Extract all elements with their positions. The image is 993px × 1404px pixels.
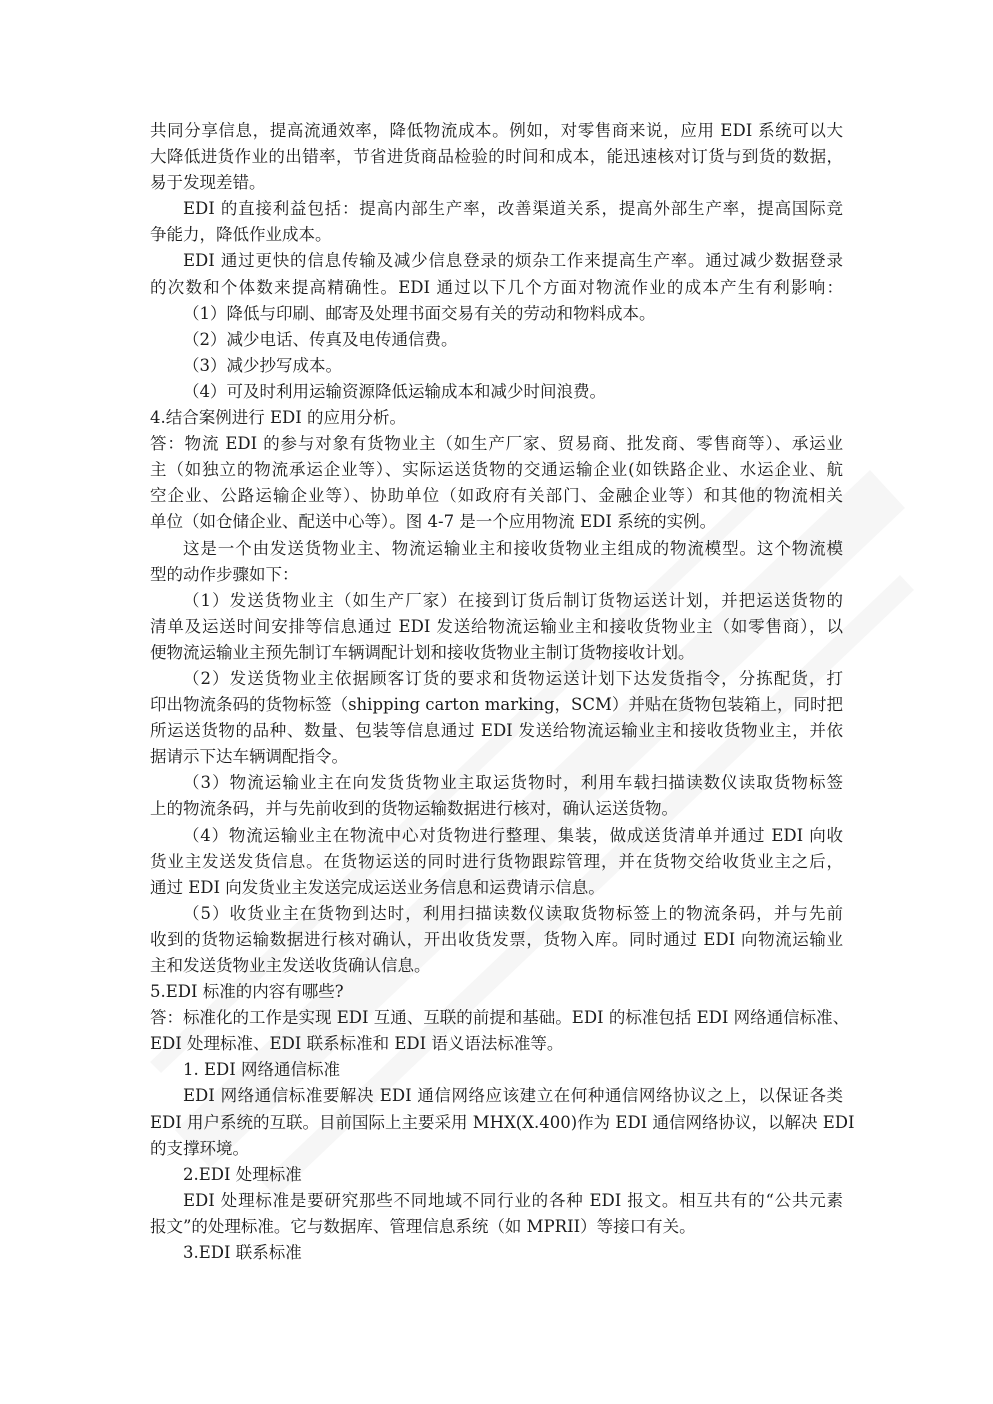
text-line: EDI 网络通信标准要解决 EDI 通信网络应该建立在何种通信网络协议之上，以保证各类 [183, 1086, 843, 1106]
list-item: （2）减少电话、传真及电传通信费。 [183, 329, 458, 349]
text-line: 答：标准化的工作是实现 EDI 互通、互联的前提和基础。EDI 的标准包括 EDI 网络通信标准、 [150, 1008, 850, 1028]
text-line: 货业主发送发货信息。在货物运送的同时进行货物跟踪管理，并在货物交给收货业主之后， [150, 851, 843, 871]
paragraph-standard-2 [150, 1188, 843, 1240]
text-line: EDI 处理标准、EDI 联系标准和 EDI 语义语法标准等。 [150, 1034, 564, 1054]
paragraph-q4-answer [150, 431, 843, 535]
paragraph-intro [150, 118, 843, 196]
text-line: 主（如独立的物流承运企业等）、实际运送货物的交通运输企业(如铁路企业、水运企业、航 [150, 460, 843, 480]
paragraph-q4-model [150, 536, 843, 588]
paragraph-q4-step-5 [150, 901, 843, 979]
text-line: 印出物流条码的货物标签（shipping carton marking，SCM）并贴在货物包装箱上，同时把 [150, 695, 843, 715]
text-line: 所运送货物的品种、数量、包装等信息通过 EDI 发送给物流运输业主和接收货物业主，并依 [150, 721, 843, 741]
document-page [150, 118, 855, 1266]
paragraph-q4-step-4 [150, 823, 843, 901]
text-line: EDI 用户系统的互联。目前国际上主要采用 MHX(X.400)作为 EDI 通信网络协议，以解决 EDI [150, 1112, 855, 1132]
question-5-heading: 5.EDI 标准的内容有哪些? [150, 982, 344, 1002]
paragraph-q4-step-3 [150, 770, 843, 822]
list-item: （4）可及时利用运输资源降低运输成本和减少时间浪费。 [183, 381, 606, 401]
paragraph-direct-benefits [150, 196, 843, 248]
text-line: 的支撑环境。 [150, 1138, 249, 1158]
list-cost-items [150, 301, 843, 405]
text-line: （2）发送货物业主依据顾客订货的要求和货物运送计划下达发货指令，分拣配货，打 [183, 668, 843, 688]
text-line: 大降低进货作业的出错率，节省进货商品检验的时间和成本，能迅速核对订货与到货的数据， [150, 147, 843, 167]
list-item: （3）减少抄写成本。 [183, 355, 342, 375]
text-line: 清单及运送时间安排等信息通过 EDI 发送给物流运输业主和接收货物业主（如零售商），以 [150, 616, 843, 636]
text-line: EDI 处理标准是要研究那些不同地域不同行业的各种 EDI 报文。相互共有的“公共元素 [183, 1190, 843, 1210]
text-line: 报文”的处理标准。它与数据库、管理信息系统（如 MPRII）等接口有关。 [150, 1216, 696, 1236]
text-line: 答：物流 EDI 的参与对象有货物业主（如生产厂家、贸易商、批发商、零售商等）、承运业 [150, 434, 843, 454]
text-line: 据请示下达车辆调配指令。 [150, 747, 348, 767]
text-line: 单位（如仓储企业、配送中心等）。图 4-7 是一个应用物流 EDI 系统的实例。 [150, 512, 717, 532]
paragraph-standard-1 [150, 1083, 855, 1161]
text-line: EDI 的直接利益包括：提高内部生产率，改善渠道关系，提高外部生产率，提高国际竞 [183, 199, 843, 219]
question-4-heading: 4.结合案例进行 EDI 的应用分析。 [150, 408, 407, 428]
standard-3-heading: 3.EDI 联系标准 [183, 1243, 302, 1263]
text-line: 上的物流条码，并与先前收到的货物运输数据进行核对，确认运送货物。 [150, 799, 678, 819]
text-line: 便物流运输业主预先制订车辆调配计划和接收货物业主制订货物接收计划。 [150, 642, 695, 662]
paragraph-q4-step-1 [150, 588, 843, 666]
text-line: 这是一个由发送货物业主、物流运输业主和接收货物业主组成的物流模型。这个物流模 [183, 538, 843, 558]
text-line: 主和发送货物业主发送收货确认信息。 [150, 956, 431, 975]
text-line: 易于发现差错。 [150, 173, 266, 193]
text-line: 共同分享信息，提高流通效率，降低物流成本。例如，对零售商来说，应用 EDI 系统可以大 [150, 121, 843, 140]
text-line: EDI 通过更快的信息传输及减少信息登录的烦杂工作来提高生产率。通过减少数据登录 [183, 251, 843, 271]
standard-1-heading: 1. EDI 网络通信标准 [183, 1060, 341, 1080]
text-line: （3）物流运输业主在向发货货物业主取运货物时，利用车载扫描读数仪读取货物标签 [183, 773, 843, 793]
text-line: （5）收货业主在货物到达时，利用扫描读数仪读取货物标签上的物流条码，并与先前 [183, 903, 843, 923]
text-line: 争能力，降低作业成本。 [150, 225, 332, 245]
paragraph-q4-step-2 [150, 666, 843, 770]
text-line: （1）发送货物业主（如生产厂家）在接到订货后制订货物运送计划，并把运送货物的 [183, 590, 843, 610]
text-line: 的次数和个体数来提高精确性。EDI 通过以下几个方面对物流作业的成本产生有利影响： [150, 277, 843, 297]
list-item: （1）降低与印刷、邮寄及处理书面交易有关的劳动和物料成本。 [183, 303, 656, 323]
paragraph-productivity [150, 248, 843, 300]
text-line: 收到的货物运输数据进行核对确认，开出收货发票，货物入库。同时通过 EDI 向物流运输业 [150, 929, 843, 949]
text-line: 空企业、公路运输企业等）、协助单位（如政府有关部门、金融企业等）和其他的物流相关 [150, 486, 843, 506]
text-line: 型的动作步骤如下： [150, 564, 299, 584]
standard-2-heading: 2.EDI 处理标准 [183, 1164, 302, 1184]
text-line: 通过 EDI 向发货业主发送完成运送业务信息和运费请示信息。 [150, 877, 605, 897]
text-line: （4）物流运输业主在物流中心对货物进行整理、集装，做成送货清单并通过 EDI 向收 [183, 825, 843, 845]
paragraph-q5-answer [150, 1005, 850, 1057]
